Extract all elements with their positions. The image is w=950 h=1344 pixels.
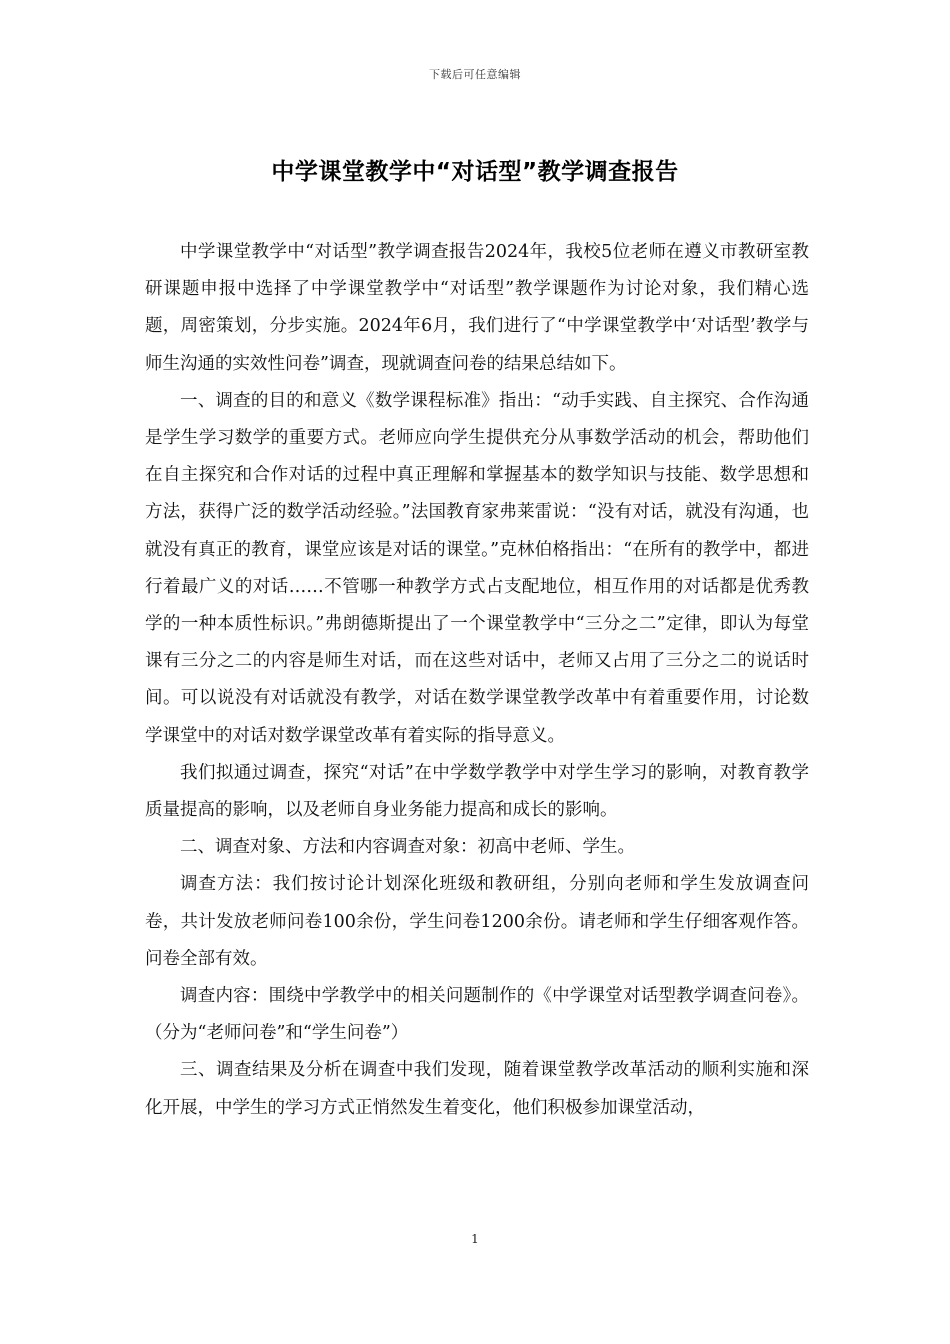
- paragraph-intro: 中学课堂教学中“对话型”教学调查报告2024年，我校5位老师在遵义市教研室教研课题申报中选择了中学课堂教学中“对话型”教学课题作为讨论对象，我们精心选题，周密策划，分步实施。2024年6月，我们进行了“中学课堂教学中‘对话型’教学与师生沟通的实效性问卷”调查，现就调查问卷的结果总结如下。: [145, 242, 809, 374]
- header-note: 下载后可任意编辑: [429, 68, 521, 81]
- paragraph-results: 三、调查结果及分析在调查中我们发现，随着课堂教学改革活动的顺利实施和深化开展，中学生的学习方式正悄然发生着变化，他们积极参加课堂活动，: [145, 1060, 809, 1118]
- paragraph-aim: 我们拟通过调查，探究“对话”在中学数学教学中对学生学习的影响，对教育教学质量提高的影响，以及老师自身业务能力提高和成长的影响。: [145, 762, 809, 821]
- page-number: 1: [471, 1232, 479, 1246]
- paragraph-method: 调查方法：我们按讨论计划深化班级和教研组，分别向老师和学生发放调查问卷，共计发放老师问卷100余份，学生问卷1200余份。请老师和学生仔细客观作答。问卷全部有效。: [145, 874, 809, 969]
- document-body: [145, 234, 809, 1127]
- paragraph-content: 调查内容：围绕中学教学中的相关问题制作的《中学课堂对话型教学调查问卷》。（分为“老师问卷”和“学生问卷”）: [145, 986, 809, 1044]
- document-title: 中学课堂教学中“对话型”教学调查报告: [271, 159, 679, 185]
- paragraph-subjects: 二、调查对象、方法和内容调查对象：初高中老师、学生。: [180, 837, 635, 858]
- paragraph-purpose: 一、调查的目的和意义《数学课程标准》指出：“动手实践、自主探究、合作沟通是学生学习数学的重要方式。老师应向学生提供充分从事数学活动的机会，帮助他们在自主探究和合作对话的过程中真正理解和掌握基本的数学知识与技能、数学思想和方法，获得广泛的数学活动经验。”法国教育家弗莱雷说：“没有对话，就没有沟通，也就没有真正的教育，课堂应该是对话的课堂。”克林伯格指出：“在所有的教学中，都进行着最广义的对话……不管哪一种教学方式占支配地位，相互作用的对话都是优秀教学的一种本质性标识。”弗朗德斯提出了一个课堂教学中“三分之二”定律，即认为每堂课有三分之二的内容是师生对话，而在这些对话中，老师又占用了三分之二的说话时间。可以说没有对话就没有教学，对话在数学课堂教学改革中有着重要作用，讨论数学课堂中的对话对数学课堂改革有着实际的指导意义。: [145, 390, 809, 746]
